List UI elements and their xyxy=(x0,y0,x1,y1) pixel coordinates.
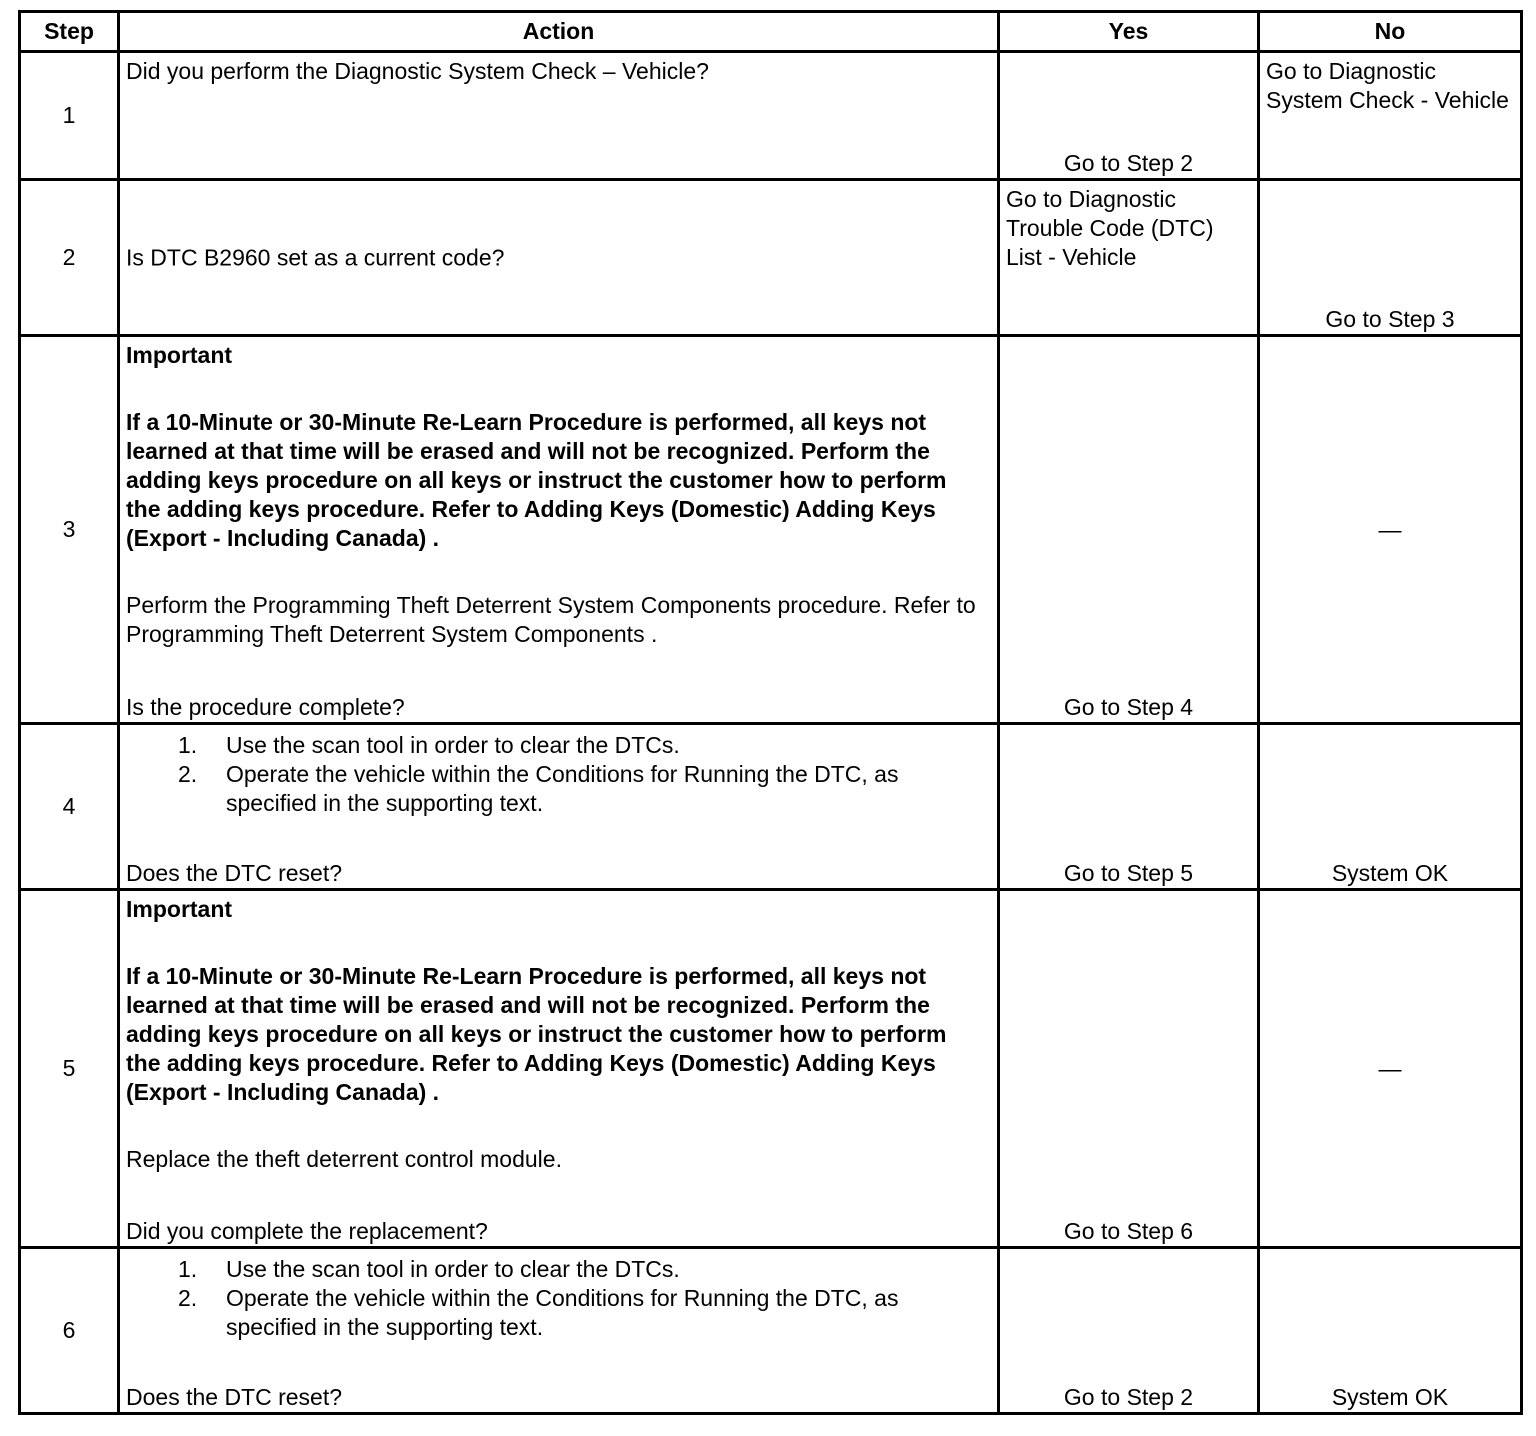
table-row xyxy=(20,724,1522,890)
step-number: 6 xyxy=(20,1248,119,1414)
important-text: If a 10-Minute or 30-Minute Re-Learn Procedure is performed, all keys not learned at that time will be erased and will not be recognized. Perform the adding keys procedure on all keys or instruct the customer how to perform the adding keys procedure. Refer to Adding Keys (Domestic) Adding Keys (Export - Including Canada) . xyxy=(126,409,947,551)
header-action: Action xyxy=(119,12,999,52)
important-text: If a 10-Minute or 30-Minute Re-Learn Procedure is performed, all keys not learned at that time will be erased and will not be recognized. Perform the adding keys procedure on all keys or instruct the customer how to perform the adding keys procedure. Refer to Adding Keys (Domestic) Adding Keys (Export - Including Canada) . xyxy=(126,963,947,1105)
list-number: 2. xyxy=(178,761,198,787)
action-question: Does the DTC reset? xyxy=(126,860,343,886)
action-cell xyxy=(119,1248,999,1414)
list-number: 1. xyxy=(178,1256,198,1282)
diagnostic-table xyxy=(18,10,1523,1415)
no-link[interactable]: Go to Diagnostic System Check - Vehicle xyxy=(1266,58,1509,113)
procedure-list xyxy=(126,731,987,818)
yes-link[interactable]: Go to Step 2 xyxy=(1063,1384,1194,1410)
action-question: Is DTC B2960 set as a current code? xyxy=(126,244,505,270)
list-item xyxy=(178,1255,987,1284)
yes-link[interactable]: Go to Step 6 xyxy=(1063,1218,1194,1244)
list-text: Operate the vehicle within the Conditions for Running the DTC, as specified in the supporting text. xyxy=(226,761,899,816)
action-question: Did you complete the replacement? xyxy=(126,1218,488,1244)
important-heading: Important xyxy=(126,342,233,368)
yes-link[interactable]: Go to Diagnostic Trouble Code (DTC) List - Vehicle xyxy=(1006,186,1214,270)
list-number: 2. xyxy=(178,1285,198,1311)
step-number: 4 xyxy=(20,724,119,890)
table-row xyxy=(20,180,1522,336)
yes-cell xyxy=(999,724,1259,890)
no-result: System OK xyxy=(1331,1384,1449,1410)
no-link[interactable]: Go to Step 3 xyxy=(1325,306,1455,332)
yes-cell xyxy=(999,52,1259,180)
yes-cell xyxy=(999,890,1259,1248)
yes-cell xyxy=(999,1248,1259,1414)
action-cell xyxy=(119,724,999,890)
list-text: Use the scan tool in order to clear the DTCs. xyxy=(226,1256,680,1282)
no-cell xyxy=(1259,336,1522,724)
list-text: Use the scan tool in order to clear the DTCs. xyxy=(226,732,680,758)
table-row xyxy=(20,52,1522,180)
action-instruction: Perform the Programming Theft Deterrent System Components procedure. Refer to Programming Theft Deterrent System Components . xyxy=(126,592,976,647)
table-row xyxy=(20,890,1522,1248)
table-row xyxy=(20,1248,1522,1414)
yes-cell xyxy=(999,180,1259,336)
action-cell xyxy=(119,52,999,180)
yes-link[interactable]: Go to Step 2 xyxy=(1063,150,1194,176)
important-heading: Important xyxy=(126,896,233,922)
action-cell xyxy=(119,336,999,724)
header-yes: Yes xyxy=(999,12,1259,52)
list-item xyxy=(178,1284,987,1342)
list-text: Operate the vehicle within the Conditions for Running the DTC, as specified in the supporting text. xyxy=(226,1285,899,1340)
list-item xyxy=(178,760,987,818)
action-cell xyxy=(119,180,999,336)
step-number: 2 xyxy=(20,180,119,336)
step-number: 1 xyxy=(20,52,119,180)
no-cell xyxy=(1259,180,1522,336)
header-no: No xyxy=(1259,12,1522,52)
yes-link[interactable]: Go to Step 5 xyxy=(1063,860,1194,886)
step-number: 5 xyxy=(20,890,119,1248)
yes-link[interactable]: Go to Step 4 xyxy=(1063,694,1194,720)
no-dash: — xyxy=(1378,1055,1402,1081)
list-item xyxy=(178,731,987,760)
procedure-list xyxy=(126,1255,987,1342)
no-cell xyxy=(1259,52,1522,180)
no-cell xyxy=(1259,1248,1522,1414)
action-question: Is the procedure complete? xyxy=(126,694,405,720)
yes-cell xyxy=(999,336,1259,724)
action-question: Does the DTC reset? xyxy=(126,1384,343,1410)
no-dash: — xyxy=(1378,516,1402,542)
action-cell xyxy=(119,890,999,1248)
list-number: 1. xyxy=(178,732,198,758)
table-row xyxy=(20,336,1522,724)
header-row xyxy=(20,12,1522,52)
step-number: 3 xyxy=(20,336,119,724)
no-result: System OK xyxy=(1331,860,1449,886)
no-cell xyxy=(1259,724,1522,890)
action-question: Did you perform the Diagnostic System Check – Vehicle? xyxy=(126,58,709,84)
action-instruction: Replace the theft deterrent control module. xyxy=(126,1146,562,1172)
header-step: Step xyxy=(20,12,119,52)
no-cell xyxy=(1259,890,1522,1248)
